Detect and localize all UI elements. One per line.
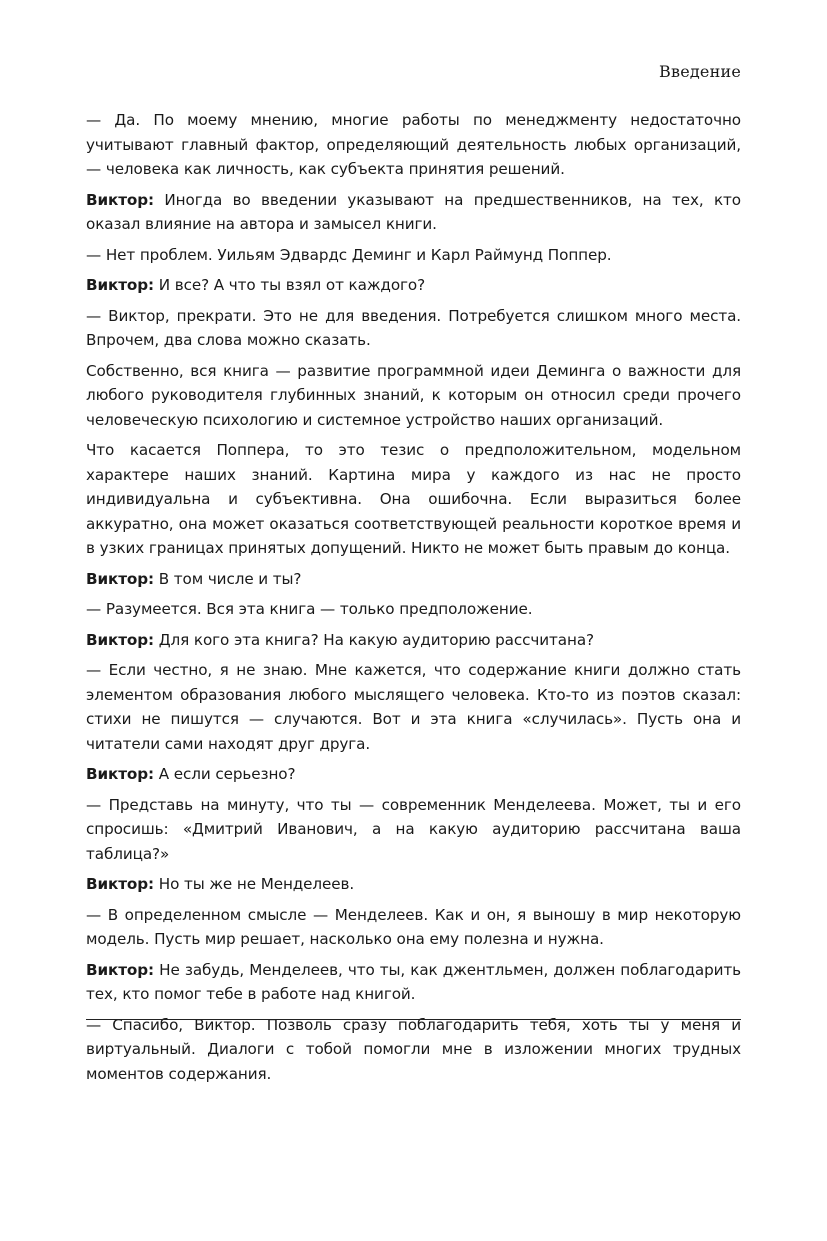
speaker-label: Виктор: (86, 190, 155, 209)
paragraph (86, 903, 741, 952)
paragraph-text: Но ты же не Менделеев. (154, 875, 355, 893)
paragraph (86, 188, 741, 237)
paragraph-text: В том числе и ты? (154, 569, 302, 588)
paragraph-text: А если серьезно? (154, 765, 296, 783)
paragraph (86, 1013, 741, 1087)
section-divider (86, 1019, 741, 1020)
paragraph (86, 567, 741, 592)
page-body (86, 108, 741, 1092)
paragraph-text: И все? А что ты взял от каждого? (154, 276, 426, 294)
speaker-label: Виктор: (86, 960, 155, 979)
paragraph (86, 359, 741, 433)
paragraph-text: — Виктор, прекрати. Это не для введения. Потребуется слишком много места. Впрочем, два слова можно сказать. (86, 306, 741, 349)
paragraph (86, 872, 741, 897)
paragraph-text: — Разумеется. Вся эта книга — только предположение. (86, 600, 533, 618)
paragraph (86, 793, 741, 867)
paragraph-text: — Спасибо, Виктор. Позволь сразу поблагодарить тебя, хоть ты у меня и виртуальный. Диалоги с тобой помогли мне в изложении многих трудных моментов содержания. (86, 1015, 741, 1083)
paragraph (86, 658, 741, 756)
running-head: Введение (659, 62, 741, 81)
speaker-label: Виктор: (86, 765, 155, 783)
paragraph-text: Собственно, вся книга — развитие программной идеи Деминга о важности для любого руководителя глубинных знаний, к которым он относил среди прочего человеческую психологию и системное устройство наших организаций. (86, 361, 741, 429)
paragraph (86, 762, 741, 787)
paragraph-text: — В определенном смысле — Менделеев. Как и он, я выношу в мир некоторую модель. Пусть мир решает, насколько она ему полезна и нужна. (86, 905, 741, 948)
paragraph (86, 273, 741, 298)
speaker-label: Виктор: (86, 630, 155, 649)
paragraph-text: Для кого эта книга? На какую аудиторию рассчитана? (154, 630, 594, 649)
speaker-label: Виктор: (86, 569, 155, 588)
paragraph-text: — Представь на минуту, что ты — современник Менделеева. Может, ты и его спросишь: «Дмитрий Иванович, а на какую аудиторию рассчитана ваша таблица?» (86, 795, 741, 863)
paragraph-text: — Нет проблем. Уильям Эдвардс Деминг и Карл Раймунд Поппер. (86, 245, 612, 264)
paragraph-text: Не забудь, Менделеев, что ты, как джентльмен, должен поблагодарить тех, кто помог тебе в работе над книгой. (86, 960, 741, 1003)
speaker-label: Виктор: (86, 276, 155, 294)
paragraph (86, 958, 741, 1007)
paragraph (86, 628, 741, 653)
paragraph (86, 304, 741, 353)
speaker-label: Виктор: (86, 875, 155, 893)
paragraph-text: — Если честно, я не знаю. Мне кажется, что содержание книги должно стать элементом образования любого мыслящего человека. Кто-то из поэтов сказал: стихи не пишутся — случаются. Вот и эта книга «случилась». Пусть она и читатели сами находят друг друга. (86, 661, 741, 753)
paragraph-text: Что касается Поппера, то это тезис о предположительном, модельном характере наших знаний. Картина мира у каждого из нас не просто индивидуальна и субъективна. Она ошибочна. Если выразиться более аккуратно, она может оказаться соответствующей реальности короткое время и в узких границах принятых допущений. Никто не может быть правым до конца. (86, 441, 741, 557)
paragraph-text: — Да. По моему мнению, многие работы по менеджменту недостаточно учитывают главный фактор, определяющий деятельность любых организаций, — человека как личность, как субъекта принятия решений. (86, 111, 741, 178)
paragraph (86, 438, 741, 561)
paragraph (86, 243, 741, 268)
paragraph-text: Иногда во введении указывают на предшественников, на тех, кто оказал влияние на автора и замысел книги. (86, 190, 741, 233)
paragraph (86, 597, 741, 622)
paragraph (86, 108, 741, 182)
